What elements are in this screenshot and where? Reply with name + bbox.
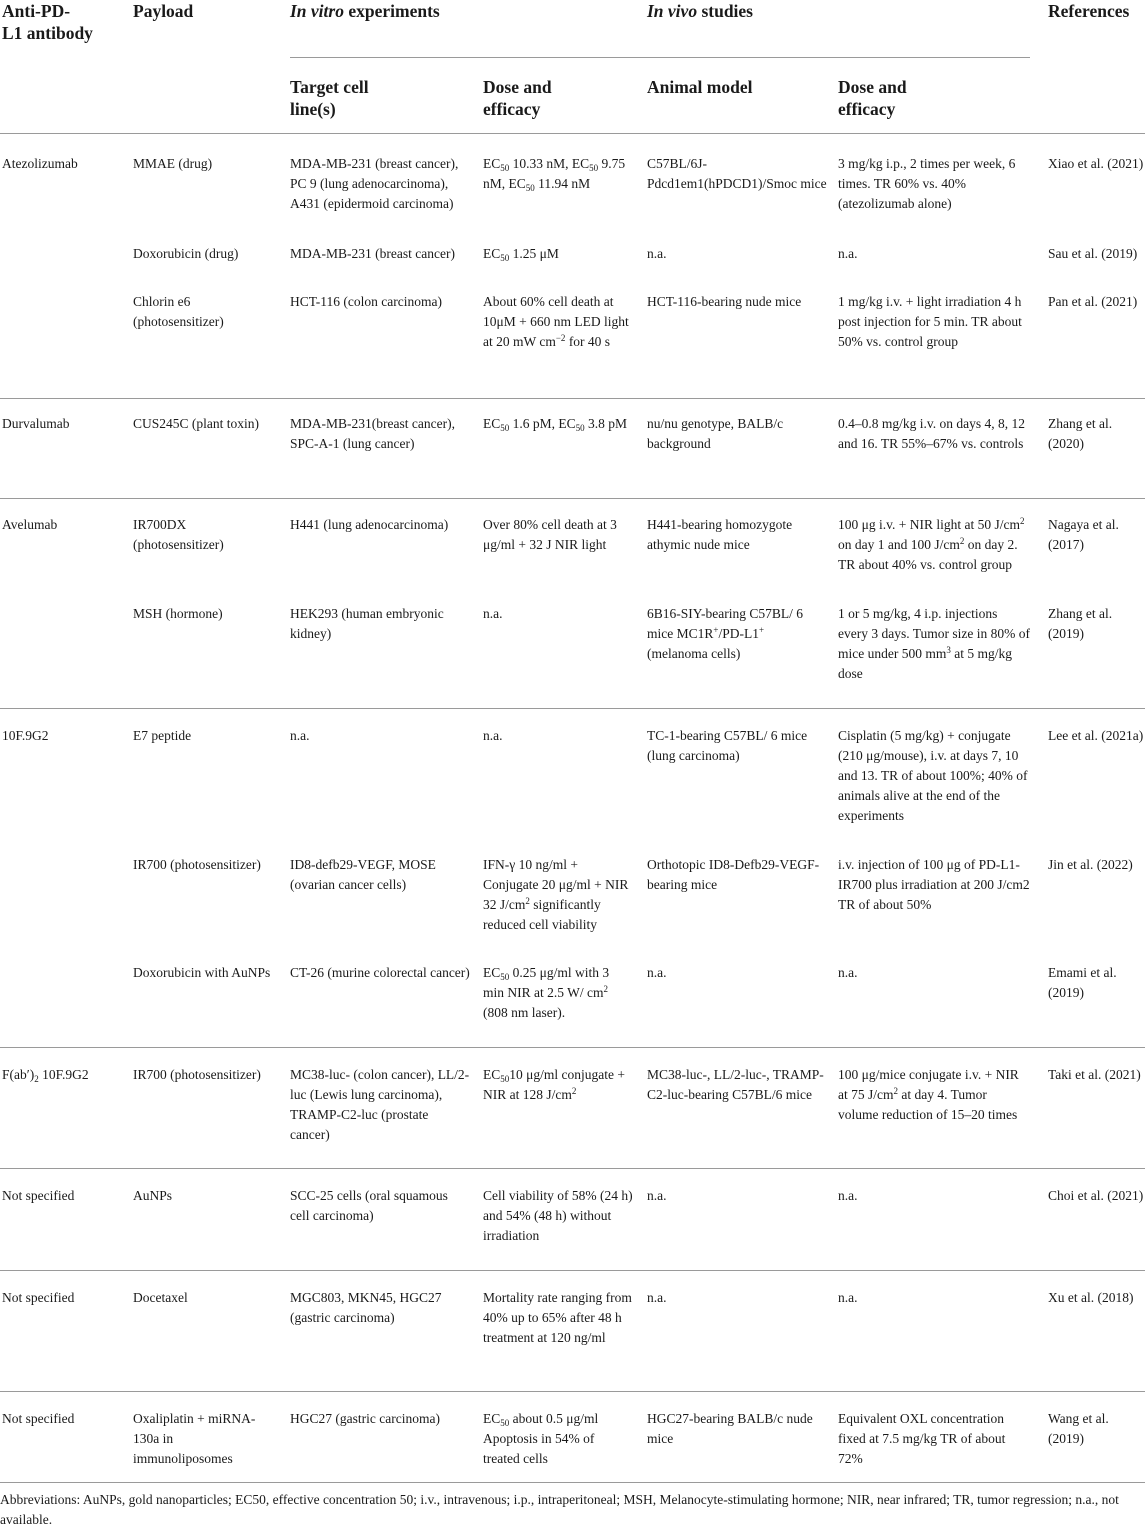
cell-payload: MMAE (drug) [133, 156, 213, 171]
cell-cells: H441 (lung adenocarcinoma) [290, 517, 449, 532]
cell-payload: AuNPs [133, 1188, 173, 1203]
cell-dose-vivo: n.a. [838, 1188, 858, 1203]
cell-payload: Doxorubicin with AuNPs [133, 965, 271, 980]
cell-dose-vivo: Equivalent OXL concentration fixed at 7.5 mg/kg TR of about 72% [838, 1411, 1006, 1466]
cell-cells: MGC803, MKN45, HGC27 (gastric carcinoma) [290, 1290, 442, 1325]
cell-payload: Docetaxel [133, 1290, 188, 1305]
cell-dose-vitro: Mortality rate ranging from 40% up to 65% after 48 h treatment at 120 ng/ml [483, 1290, 632, 1345]
cell-dose-vitro: $EC_{50}$ 10.33 nM, $EC_{50}$ 9.75 nM, $EC_{50}$ 11.94 nM [483, 156, 626, 193]
cell-ref: Sau et al. (2019) [1048, 246, 1138, 261]
cell-animal: nu/nu genotype, BALB/c background [647, 416, 784, 451]
cell-antibody: Durvalumab [2, 416, 70, 431]
cell-ref: Zhang et al. (2020) [1048, 416, 1113, 451]
cell-animal: n.a. [647, 1290, 667, 1305]
cell-dose-vivo: 100 μg i.v. + NIR light at 50 $J/cm^2$ on day 1 and 100 $J/cm^2$ on day 2. TR about 40% vs. control group [838, 516, 1025, 572]
header-payload: Payload [133, 1, 194, 21]
cell-cells: n.a. [290, 728, 310, 743]
cell-cells: MC38-luc- (colon cancer), LL/2-luc (Lewis lung carcinoma), TRAMP-C2-luc (prostate cancer) [290, 1067, 470, 1142]
cell-dose-vitro: $EC_{50}$ 0.25 μg/ml with 3 min NIR at 2.5 W/ $cm^2$ (808 nm laser). [483, 965, 610, 1020]
cell-payload: IR700 (photosensitizer) [133, 857, 261, 872]
cell-animal: HGC27-bearing BALB/c nude mice [647, 1411, 813, 1446]
cell-dose-vitro: IFN-γ 10 ng/ml + Conjugate 20 μg/ml + NIR 32 $J/cm^2$ significantly reduced cell viability [483, 857, 629, 932]
cell-animal: n.a. [647, 965, 667, 980]
cell-cells: HCT-116 (colon carcinoma) [290, 294, 442, 309]
cell-dose-vivo: 3 mg/kg i.p., 2 times per week, 6 times. TR 60% vs. 40% (atezolizumab alone) [838, 156, 1016, 211]
cell-payload: IR700 (photosensitizer) [133, 1067, 261, 1082]
cell-antibody: Avelumab [2, 517, 58, 532]
cell-ref: Choi et al. (2021) [1048, 1188, 1144, 1203]
cell-dose-vivo: 1 or 5 mg/kg, 4 i.p. injections every 3 days. Tumor size in 80% of mice under 500 $mm^3$ at 5 mg/kg dose [838, 606, 1030, 681]
cell-ref: Wang et al. (2019) [1048, 1411, 1109, 1446]
group-rule [0, 1270, 1145, 1271]
cell-payload: Doxorubicin (drug) [133, 246, 239, 261]
cell-payload: MSH (hormone) [133, 606, 223, 621]
group-rule [0, 1047, 1145, 1048]
cell-ref: Jin et al. (2022) [1048, 857, 1133, 872]
cell-payload: CUS245C (plant toxin) [133, 416, 260, 431]
cell-ref: Lee et al. (2021a) [1048, 728, 1144, 743]
cell-payload: E7 peptide [133, 728, 192, 743]
header-dose-vivo: Dose and efficacy [838, 77, 907, 119]
cell-animal: HCT-116-bearing nude mice [647, 294, 802, 309]
group-rule [0, 398, 1145, 399]
cell-cells: MDA-MB-231 (breast cancer), PC 9 (lung adenocarcinoma), A431 (epidermoid carcinoma) [290, 156, 459, 211]
cell-antibody: Not specified [2, 1188, 75, 1203]
header-target-cell: Target cell line(s) [290, 77, 369, 119]
group-rule [0, 1168, 1145, 1169]
cell-cells: CT-26 (murine colorectal cancer) [290, 965, 470, 980]
cell-dose-vivo: 100 μg/mice conjugate i.v. + NIR at 75 $J/cm^2$ at day 4. Tumor volume reduction of 15–20 times [838, 1067, 1019, 1122]
header-rule [0, 133, 1145, 134]
group-rule [0, 498, 1145, 499]
cell-dose-vivo: 1 mg/kg i.v. + light irradiation 4 h post injection for 5 min. TR about 50% vs. control group [838, 294, 1022, 349]
cell-cells: SCC-25 cells (oral squamous cell carcinoma) [290, 1188, 448, 1223]
cell-antibody: Atezolizumab [2, 156, 78, 171]
cell-cells: HGC27 (gastric carcinoma) [290, 1411, 440, 1426]
cell-dose-vitro: $EC_{50}$ about 0.5 μg/ml Apoptosis in 54% of treated cells [483, 1411, 599, 1466]
header-in-vitro: In vitro experiments [290, 1, 440, 21]
header-animal-model: Animal model [647, 77, 753, 97]
cell-cells: MDA-MB-231(breast cancer), SPC-A-1 (lung cancer) [290, 416, 455, 451]
cell-ref: Emami et al. (2019) [1048, 965, 1117, 1000]
cell-dose-vivo: i.v. injection of 100 μg of PD-L1-IR700 plus irradiation at 200 J/cm2 TR of about 50% [838, 857, 1030, 912]
cell-dose-vitro: Over 80% cell death at 3 μg/ml + 32 J NIR light [483, 517, 617, 552]
cell-animal: C57BL/6J-Pdcd1em1(hPDCD1)/Smoc mice [647, 156, 827, 191]
cell-ref: Taki et al. (2021) [1048, 1067, 1141, 1082]
cell-animal: MC38-luc-, LL/2-luc-, TRAMP-C2-luc-bearing C57BL/6 mice [647, 1067, 824, 1102]
cell-animal: Orthotopic ID8-Defb29-VEGF- bearing mice [647, 857, 820, 892]
cell-ref: Xiao et al. (2021) [1048, 156, 1144, 171]
cell-antibody: $F(ab')_2$ 10F.9G2 [2, 1067, 89, 1084]
cell-animal: n.a. [647, 246, 667, 261]
cell-ref: Pan et al. (2021) [1048, 294, 1138, 309]
cell-ref: Zhang et al. (2019) [1048, 606, 1113, 641]
cell-dose-vitro: Cell viability of 58% (24 h) and 54% (48 h) without irradiation [483, 1188, 633, 1243]
cell-cells: HEK293 (human embryonic kidney) [290, 606, 444, 641]
cell-dose-vivo: 0.4–0.8 mg/kg i.v. on days 4, 8, 12 and 16. TR 55%–67% vs. controls [838, 416, 1025, 451]
cell-animal: H441-bearing homozygote athymic nude mice [647, 517, 793, 552]
cell-dose-vivo: n.a. [838, 246, 858, 261]
cell-dose-vitro: $EC_{50}$ 1.25 μM [483, 246, 559, 263]
cell-dose-vitro: n.a. [483, 606, 503, 621]
cell-dose-vitro: About 60% cell death at 10μM + 660 nm LED light at 20 mW $cm^{-2}$ for 40 s [483, 294, 629, 349]
table-bottom-rule [0, 1482, 1145, 1483]
cell-antibody: Not specified [2, 1290, 75, 1305]
group-rule [0, 708, 1145, 709]
cell-ref: Nagaya et al. (2017) [1048, 517, 1119, 552]
cell-payload: IR700DX (photosensitizer) [133, 517, 224, 552]
header-subrule [290, 57, 1030, 58]
header-references: References [1048, 1, 1130, 21]
header-in-vivo: In vivo studies [647, 1, 753, 21]
cell-dose-vivo: n.a. [838, 1290, 858, 1305]
cell-animal: TC-1-bearing C57BL/ 6 mice (lung carcinoma) [647, 728, 808, 763]
cell-ref: Xu et al. (2018) [1048, 1290, 1134, 1305]
cell-antibody: 10F.9G2 [2, 728, 49, 743]
group-rule [0, 1391, 1145, 1392]
cell-payload: Chlorin e6 (photosensitizer) [133, 294, 224, 329]
cell-cells: ID8-defb29-VEGF, MOSE (ovarian cancer cells) [290, 857, 436, 892]
cell-dose-vitro: n.a. [483, 728, 503, 743]
cell-payload: Oxaliplatin + miRNA-130a in immunoliposomes [133, 1411, 256, 1466]
cell-animal: 6B16-SIY-bearing C57BL/ 6 mice MC1R+/PD-L1+ (melanoma cells) [647, 606, 803, 661]
cell-dose-vitro: $EC_{50}$ 1.6 pM, $EC_{50}$ 3.8 pM [483, 416, 628, 433]
header-antibody: Anti-PD- L1 antibody [2, 1, 93, 43]
cell-antibody: Not specified [2, 1411, 75, 1426]
cell-dose-vivo: n.a. [838, 965, 858, 980]
header-dose-vitro: Dose and efficacy [483, 77, 552, 119]
cell-cells: MDA-MB-231 (breast cancer) [290, 246, 455, 261]
footnote: Abbreviations: AuNPs, gold nanoparticles; EC50, effective concentration 50; i.v., intravenous; i.p., intraperitoneal; MSH, Melanocyte-stimulating hormone; NIR, near infrared; TR, tumor regression; n.a., not available. [0, 1492, 1119, 1527]
cell-dose-vitro: $EC_{50}10$ μg/ml conjugate + NIR at 128 $J/cm^2$ [483, 1067, 625, 1102]
cell-animal: n.a. [647, 1188, 667, 1203]
cell-dose-vivo: Cisplatin (5 mg/kg) + conjugate (210 μg/mouse), i.v. at days 7, 10 and 13. TR of about 100%; 40% of animals alive at the end of the experiments [838, 728, 1028, 823]
